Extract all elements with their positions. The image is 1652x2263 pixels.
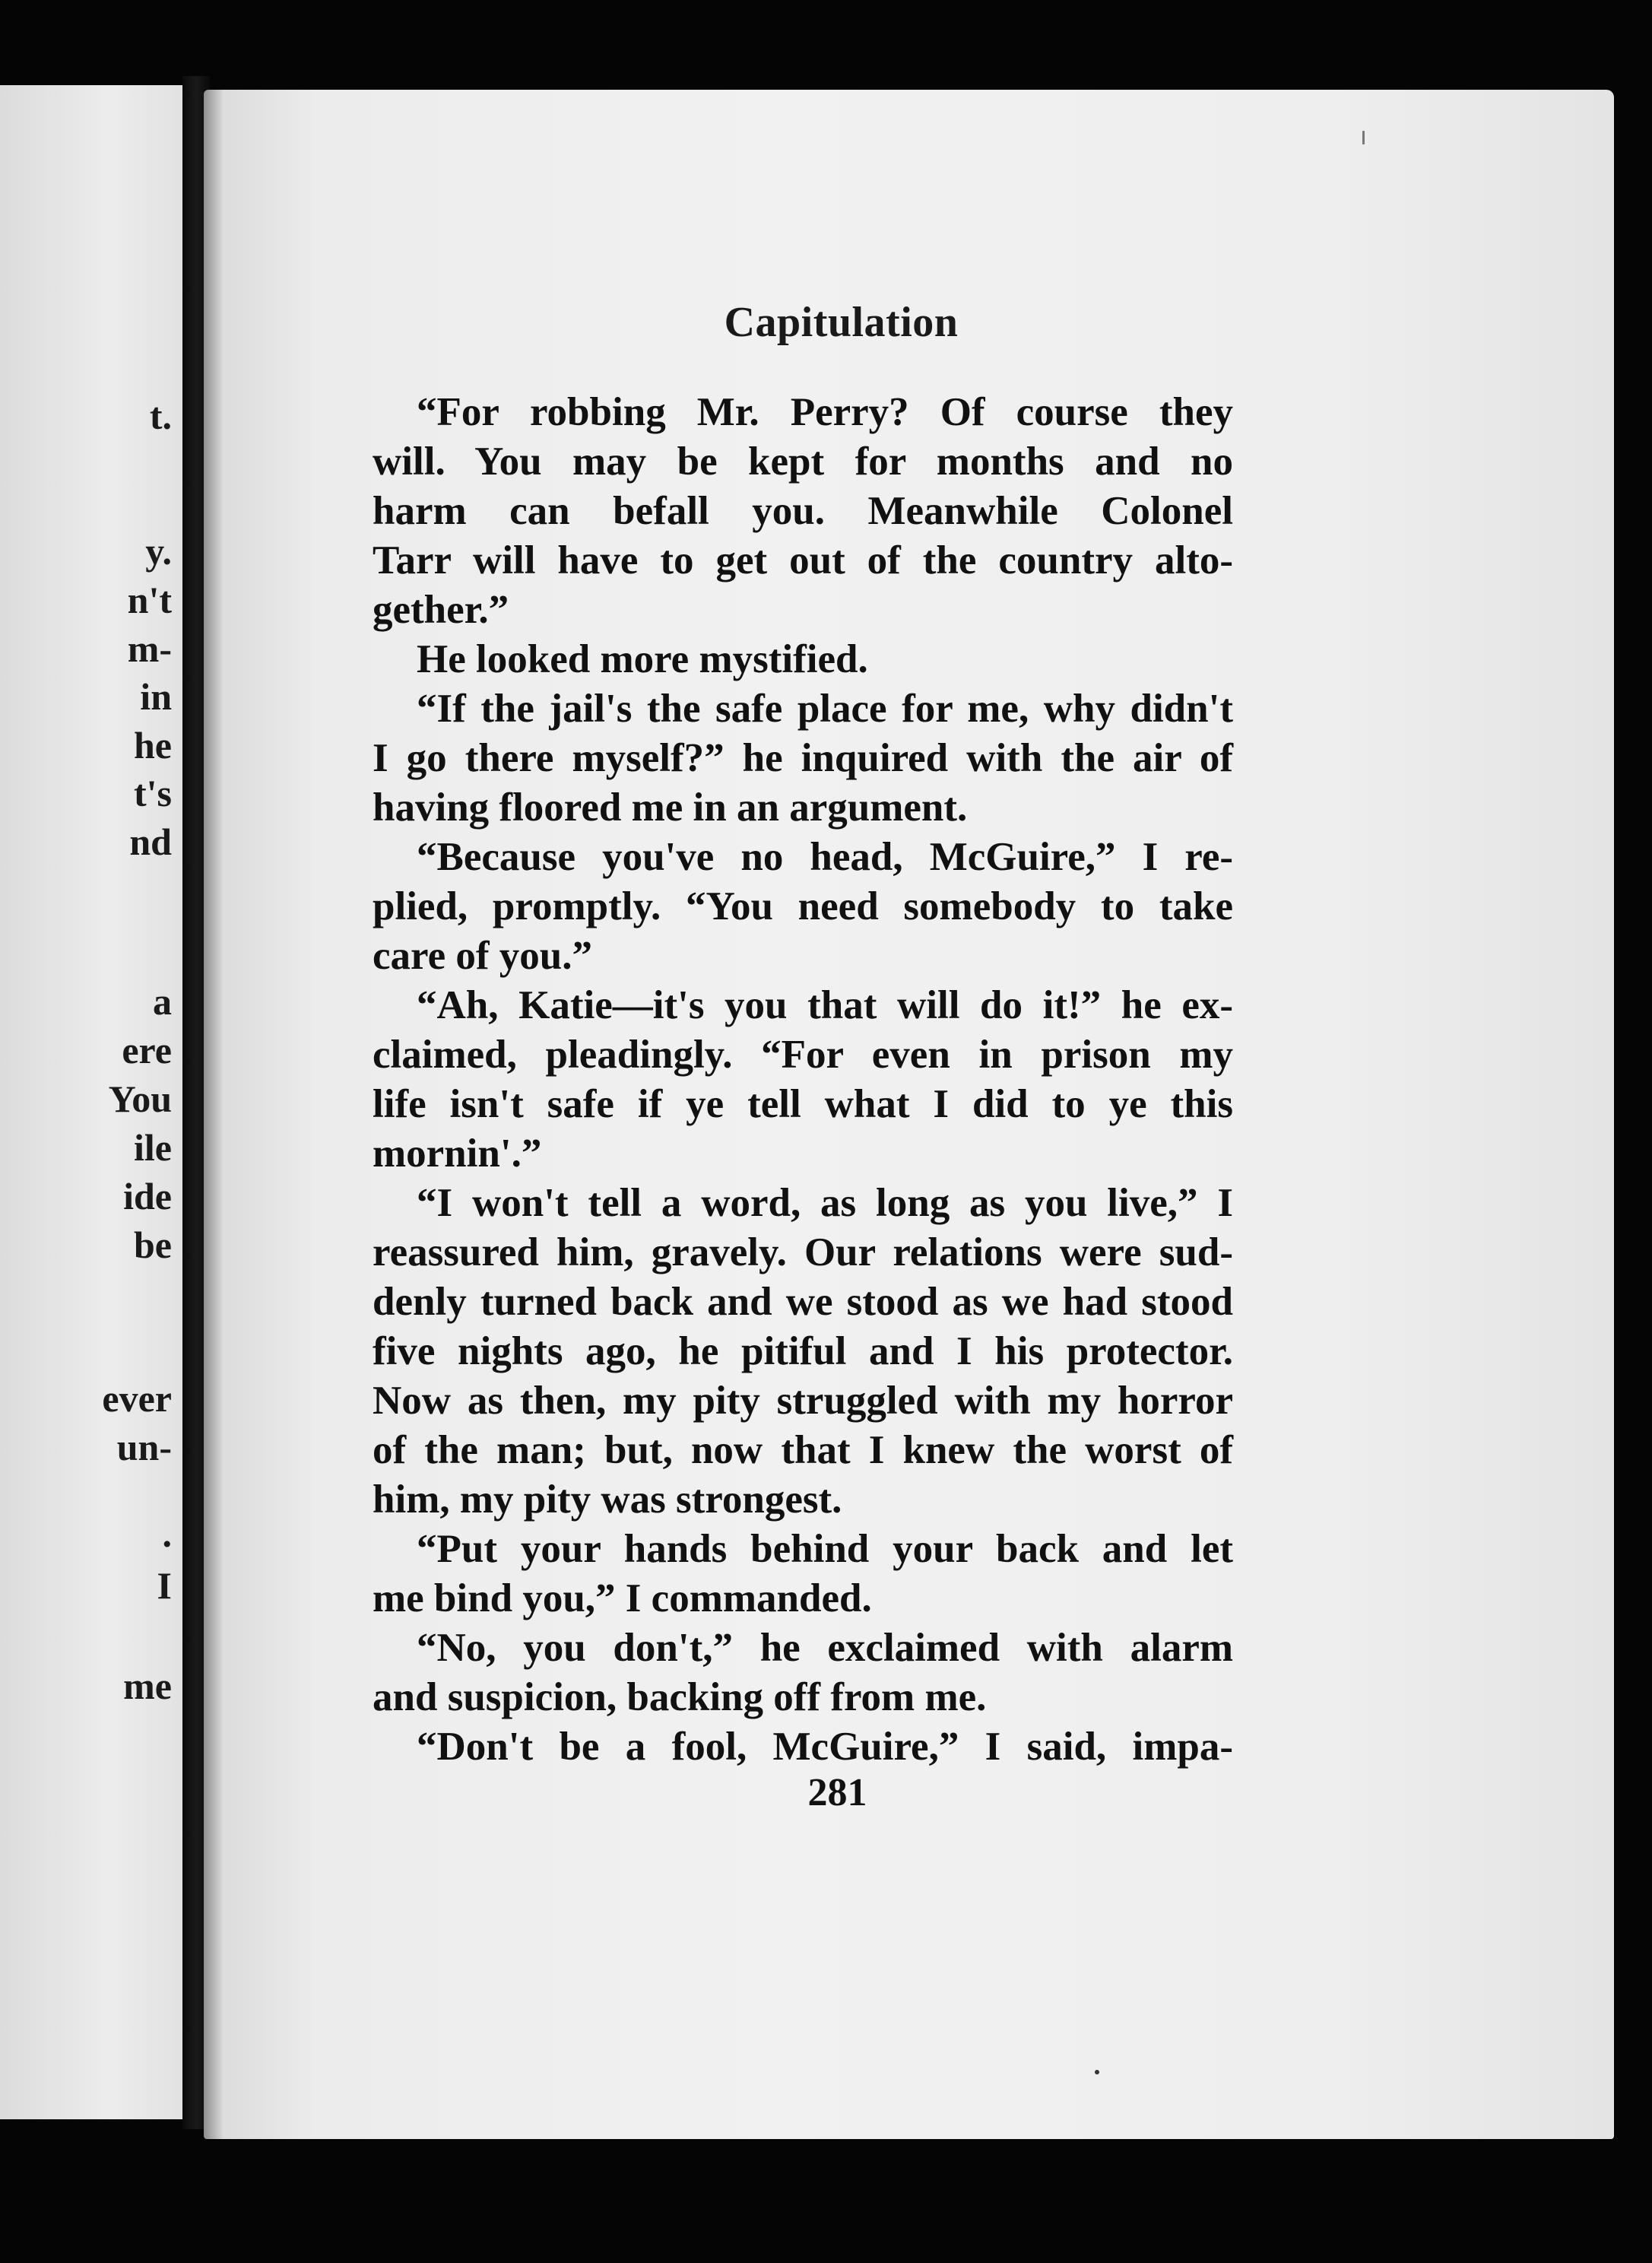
text-line: “Don't be a fool, McGuire,” I said, impa- xyxy=(417,1725,1233,1769)
text-line: “No, you don't,” he exclaimed with alarm xyxy=(417,1626,1233,1670)
text-line: He looked more mystified. xyxy=(417,637,868,681)
left-page-line: nd xyxy=(129,820,172,863)
dust-speck xyxy=(1095,2070,1099,2074)
text-line: of the man; but, now that I knew the worst of xyxy=(373,1428,1233,1472)
left-page-line: . xyxy=(162,1512,172,1555)
text-line: me bind you,” I commanded. xyxy=(373,1576,872,1620)
page-number: 281 xyxy=(807,1771,867,1814)
left-page-line: be xyxy=(134,1224,172,1266)
left-page-line: ere xyxy=(122,1029,172,1071)
left-page-line: a xyxy=(153,980,172,1023)
left-page-line: ever xyxy=(102,1377,172,1420)
text-line: Tarr will have to get out of the country alto- xyxy=(373,538,1233,582)
left-page-line: I xyxy=(157,1564,172,1607)
left-page-line: t's xyxy=(134,772,172,814)
text-line: “I won't tell a word, as long as you live,” I xyxy=(417,1181,1233,1225)
left-page-line: in xyxy=(140,675,172,718)
left-page-line: y. xyxy=(145,530,172,573)
left-page-line: n't xyxy=(127,579,172,621)
text-line: gether.” xyxy=(373,588,509,632)
text-line: five nights ago, he pitiful and I his protector. xyxy=(373,1329,1233,1373)
text-line: mornin'.” xyxy=(373,1132,542,1176)
body-text xyxy=(373,388,1233,1772)
text-line: will. You may be kept for months and no xyxy=(373,440,1233,484)
text-line: “Put your hands behind your back and let xyxy=(417,1527,1233,1571)
text-line: “For robbing Mr. Perry? Of course they xyxy=(417,390,1233,434)
text-line: denly turned back and we stood as we had stood xyxy=(373,1280,1233,1324)
text-line: “Ah, Katie—it's you that will do it!” he ex- xyxy=(417,983,1233,1027)
left-page-line: t. xyxy=(149,395,172,437)
text-line: plied, promptly. “You need somebody to take xyxy=(373,884,1233,928)
left-page-line: m- xyxy=(127,627,172,670)
text-line: “Because you've no head, McGuire,” I re- xyxy=(417,835,1233,879)
text-line: having floored me in an argument. xyxy=(373,786,968,830)
text-line: I go there myself?” he inquired with the air of xyxy=(373,736,1233,780)
text-line: care of you.” xyxy=(373,934,592,978)
left-page-line: he xyxy=(134,724,172,766)
text-line: claimed, pleadingly. “For even in prison my xyxy=(373,1033,1233,1077)
running-head: Capitulation xyxy=(724,299,959,346)
text-line: Now as then, my pity struggled with my horror xyxy=(373,1379,1233,1423)
text-line: and suspicion, backing off from me. xyxy=(373,1675,987,1719)
left-page-line: You xyxy=(108,1078,172,1120)
left-page-line: me xyxy=(123,1665,172,1707)
text-line: reassured him, gravely. Our relations were sud- xyxy=(373,1230,1233,1274)
text-line: “If the jail's the safe place for me, why didn't xyxy=(417,687,1233,731)
left-page-line: ile xyxy=(134,1126,172,1169)
text-line: harm can befall you. Meanwhile Colonel xyxy=(373,489,1233,533)
left-page-line: ide xyxy=(123,1175,172,1217)
text-line: him, my pity was strongest. xyxy=(373,1477,842,1522)
dust-speck xyxy=(1362,131,1365,144)
page-edge-shadow xyxy=(204,90,224,2139)
left-page-line: un- xyxy=(116,1426,172,1468)
text-line: life isn't safe if ye tell what I did to ye this xyxy=(373,1082,1233,1126)
